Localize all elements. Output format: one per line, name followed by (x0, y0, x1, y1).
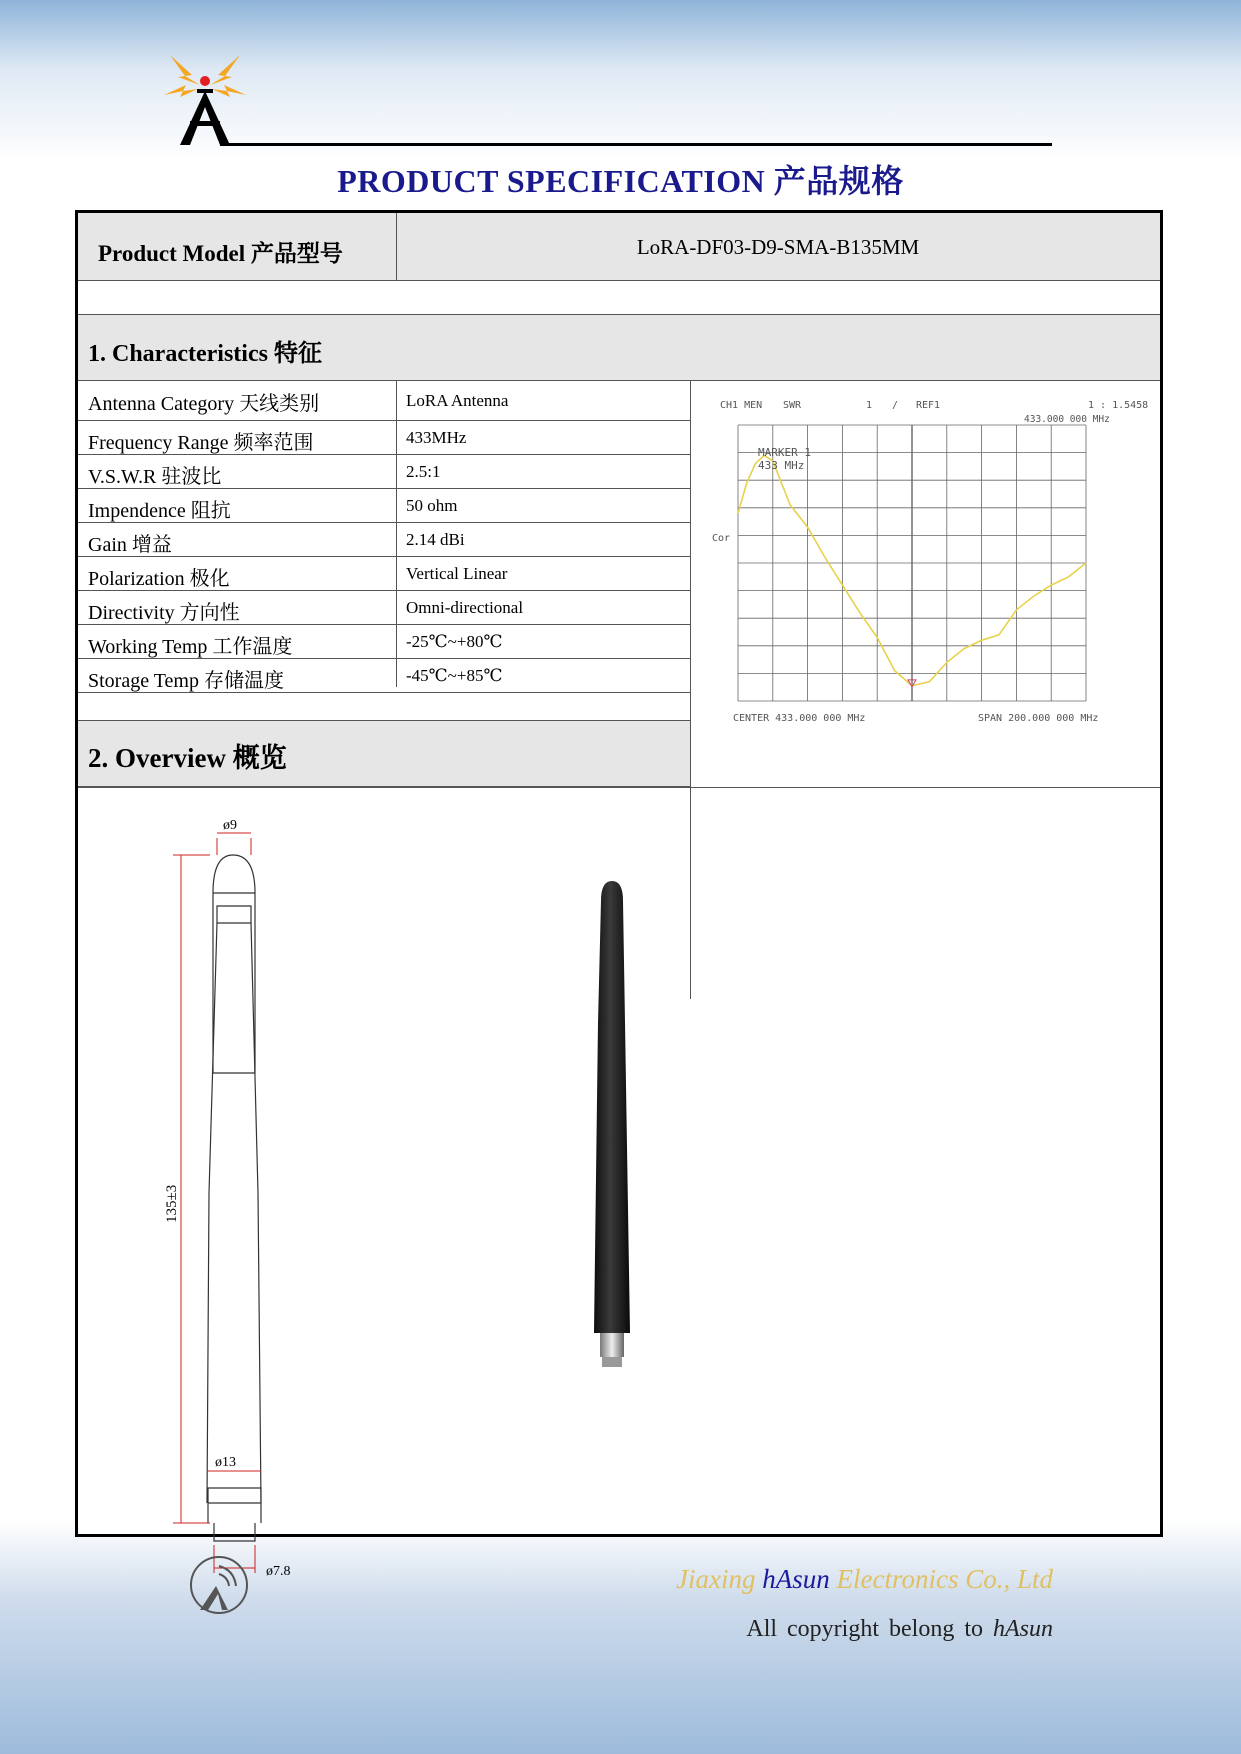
spacer-row (78, 281, 1160, 315)
company-name (676, 1564, 1053, 1595)
model-value: LoRA-DF03-D9-SMA-B135MM (636, 235, 920, 259)
company-suffix: Electronics Co., Ltd (829, 1564, 1053, 1594)
characteristics-value: 2.14 dBi (406, 530, 465, 549)
characteristics-row (78, 591, 690, 625)
characteristics-row (78, 455, 690, 489)
characteristics-value: Vertical Linear (406, 564, 508, 583)
chart-span-label: SPAN 200.000 000 MHz (978, 713, 1099, 724)
page-title: PRODUCT SPECIFICATION 产品规格 (337, 163, 904, 199)
characteristics-row (78, 381, 690, 421)
model-label: Product Model 产品型号 (98, 241, 343, 266)
table-right-divider (690, 381, 691, 999)
characteristics-label: Polarization 极化 (88, 568, 230, 590)
chart-slash-label: / (892, 400, 899, 411)
hasun-signal-logo-icon (186, 1552, 252, 1618)
characteristics-label: Directivity 方向性 (88, 602, 240, 624)
characteristics-label: Storage Temp 存储温度 (88, 670, 284, 692)
copyright-prefix: All copyright belong to (746, 1616, 993, 1642)
dim-bottom-diameter: ø7.8 (266, 1564, 291, 1579)
tower-antenna-icon (150, 45, 260, 150)
chart-scale-label: 1 (866, 400, 873, 411)
overview-rule (78, 787, 1160, 788)
vswr-chart (696, 383, 1156, 753)
characteristics-row (78, 625, 690, 659)
company-brand: hAsun (762, 1564, 830, 1594)
characteristics-value: Omni-directional (406, 598, 524, 617)
characteristics-label: Frequency Range 频率范围 (88, 432, 314, 454)
model-row (78, 213, 1160, 281)
dimension-drawing (118, 803, 418, 1579)
chart-marker-freq: 433.000 000 MHz (1024, 414, 1110, 425)
chart-marker-label: MARKER 1 (758, 446, 811, 459)
dim-length: 135±3 (164, 1184, 180, 1223)
characteristics-label: Impendence 阻抗 (88, 500, 231, 522)
characteristics-row (78, 523, 690, 557)
chart-channel-label: CH1 MEN (720, 400, 763, 411)
section-title-overview: 2. Overview 概览 (88, 743, 287, 773)
product-photo (558, 873, 658, 1393)
chart-mode-label: SWR (783, 400, 802, 411)
characteristics-label: Gain 增益 (88, 534, 172, 556)
characteristics-label: V.S.W.R 驻波比 (88, 466, 222, 488)
section-title-characteristics: 1. Characteristics 特征 (88, 341, 322, 367)
dim-mid-diameter: ø13 (215, 1455, 236, 1470)
characteristics-value: -25℃~+80℃ (406, 632, 503, 651)
header-rule (220, 143, 1052, 146)
characteristics-value: LoRA Antenna (406, 391, 509, 410)
copyright-notice (746, 1616, 1053, 1643)
characteristics-value: 433MHz (406, 428, 467, 447)
company-prefix: Jiaxing (676, 1564, 763, 1594)
characteristics-value: 2.5:1 (406, 462, 441, 481)
characteristics-row (78, 489, 690, 523)
chart-marker-value: 1 : 1.5458 (1088, 400, 1149, 411)
chart-ref-label: REF1 (916, 400, 941, 411)
characteristics-value: -45℃~+85℃ (406, 666, 503, 685)
characteristics-header (78, 315, 1160, 381)
chart-side-label: Cor (712, 533, 731, 544)
copyright-brand: hAsun (993, 1616, 1053, 1642)
characteristics-value: 50 ohm (406, 496, 458, 515)
overview-header (78, 721, 690, 787)
characteristics-label: Working Temp 工作温度 (88, 636, 293, 658)
characteristics-row (78, 421, 690, 455)
spacer-row-2 (78, 687, 690, 721)
chart-marker-sub: 433 MHz (758, 459, 805, 472)
characteristics-row (78, 557, 690, 591)
characteristics-label: Antenna Category 天线类别 (88, 393, 320, 415)
dim-top-diameter: ø9 (223, 818, 237, 833)
chart-center-label: CENTER 433.000 000 MHz (733, 713, 866, 724)
